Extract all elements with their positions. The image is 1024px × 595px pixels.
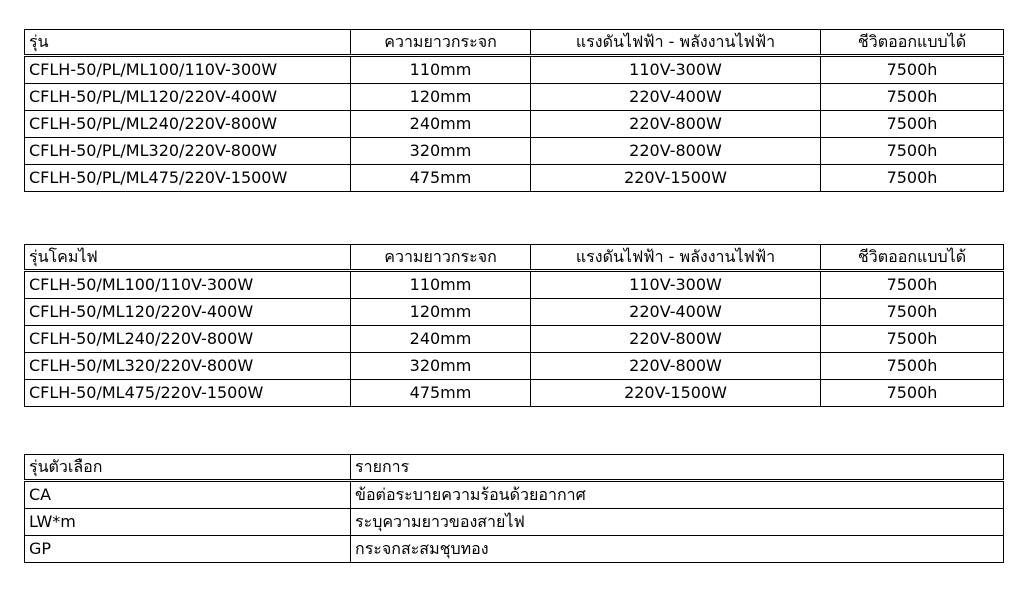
- cell-design-life: 7500h: [821, 326, 1004, 353]
- table-row: [25, 380, 1004, 407]
- cell-glass-length: 120mm: [351, 299, 531, 326]
- table-row: [25, 326, 1004, 353]
- header-model: รุ่น: [25, 30, 351, 56]
- cell-glass-length: 240mm: [351, 111, 531, 138]
- table-header-row: [25, 30, 1004, 56]
- header-option-model: รุ่นตัวเลือก: [25, 455, 351, 481]
- cell-glass-length: 475mm: [351, 380, 531, 407]
- table-row: [25, 111, 1004, 138]
- cell-design-life: 7500h: [821, 165, 1004, 192]
- cell-design-life: 7500h: [821, 380, 1004, 407]
- cell-voltage-power: 220V-800W: [531, 326, 821, 353]
- header-voltage-power: แรงดันไฟฟ้า - พลังงานไฟฟ้า: [531, 245, 821, 271]
- header-glass-length: ความยาวกระจก: [351, 245, 531, 271]
- cell-model: CFLH-50/ML240/220V-800W: [25, 326, 351, 353]
- table-row: [25, 84, 1004, 111]
- header-voltage-power: แรงดันไฟฟ้า - พลังงานไฟฟ้า: [531, 30, 821, 56]
- option-table: [24, 454, 1004, 563]
- cell-option-code: LW*m: [25, 509, 351, 536]
- cell-design-life: 7500h: [821, 353, 1004, 380]
- cell-glass-length: 320mm: [351, 353, 531, 380]
- cell-model: CFLH-50/PL/ML100/110V-300W: [25, 56, 351, 84]
- cell-model: CFLH-50/PL/ML475/220V-1500W: [25, 165, 351, 192]
- cell-model: CFLH-50/ML100/110V-300W: [25, 271, 351, 299]
- cell-model: CFLH-50/PL/ML320/220V-800W: [25, 138, 351, 165]
- cell-glass-length: 475mm: [351, 165, 531, 192]
- cell-voltage-power: 220V-800W: [531, 138, 821, 165]
- cell-model: CFLH-50/ML475/220V-1500W: [25, 380, 351, 407]
- model-spec-table: [24, 29, 1004, 192]
- table-header-row: [25, 455, 1004, 481]
- cell-option-description: ระบุความยาวของสายไฟ: [351, 509, 1004, 536]
- cell-voltage-power: 220V-400W: [531, 299, 821, 326]
- cell-glass-length: 240mm: [351, 326, 531, 353]
- cell-voltage-power: 220V-800W: [531, 353, 821, 380]
- cell-voltage-power: 110V-300W: [531, 56, 821, 84]
- cell-voltage-power: 220V-800W: [531, 111, 821, 138]
- cell-glass-length: 120mm: [351, 84, 531, 111]
- cell-design-life: 7500h: [821, 299, 1004, 326]
- cell-voltage-power: 110V-300W: [531, 271, 821, 299]
- table-row: [25, 299, 1004, 326]
- table-row: [25, 271, 1004, 299]
- table-row: [25, 509, 1004, 536]
- cell-model: CFLH-50/ML320/220V-800W: [25, 353, 351, 380]
- cell-glass-length: 110mm: [351, 56, 531, 84]
- cell-design-life: 7500h: [821, 271, 1004, 299]
- cell-glass-length: 320mm: [351, 138, 531, 165]
- cell-model: CFLH-50/PL/ML120/220V-400W: [25, 84, 351, 111]
- cell-glass-length: 110mm: [351, 271, 531, 299]
- lamp-model-spec-table: [24, 244, 1004, 407]
- table-row: [25, 165, 1004, 192]
- cell-option-description: กระจกสะสมชุบทอง: [351, 536, 1004, 563]
- cell-option-description: ข้อต่อระบายความร้อนด้วยอากาศ: [351, 481, 1004, 509]
- cell-model: CFLH-50/ML120/220V-400W: [25, 299, 351, 326]
- cell-option-code: GP: [25, 536, 351, 563]
- cell-option-code: CA: [25, 481, 351, 509]
- header-design-life: ชีวิตออกแบบได้: [821, 245, 1004, 271]
- cell-design-life: 7500h: [821, 84, 1004, 111]
- cell-voltage-power: 220V-400W: [531, 84, 821, 111]
- table-row: [25, 138, 1004, 165]
- table-row: [25, 56, 1004, 84]
- cell-voltage-power: 220V-1500W: [531, 165, 821, 192]
- table-row: [25, 353, 1004, 380]
- header-glass-length: ความยาวกระจก: [351, 30, 531, 56]
- table-row: [25, 481, 1004, 509]
- cell-design-life: 7500h: [821, 138, 1004, 165]
- cell-voltage-power: 220V-1500W: [531, 380, 821, 407]
- table-row: [25, 536, 1004, 563]
- header-lamp-model: รุ่นโคมไฟ: [25, 245, 351, 271]
- table-header-row: [25, 245, 1004, 271]
- header-design-life: ชีวิตออกแบบได้: [821, 30, 1004, 56]
- header-item: รายการ: [351, 455, 1004, 481]
- cell-design-life: 7500h: [821, 111, 1004, 138]
- cell-design-life: 7500h: [821, 56, 1004, 84]
- cell-model: CFLH-50/PL/ML240/220V-800W: [25, 111, 351, 138]
